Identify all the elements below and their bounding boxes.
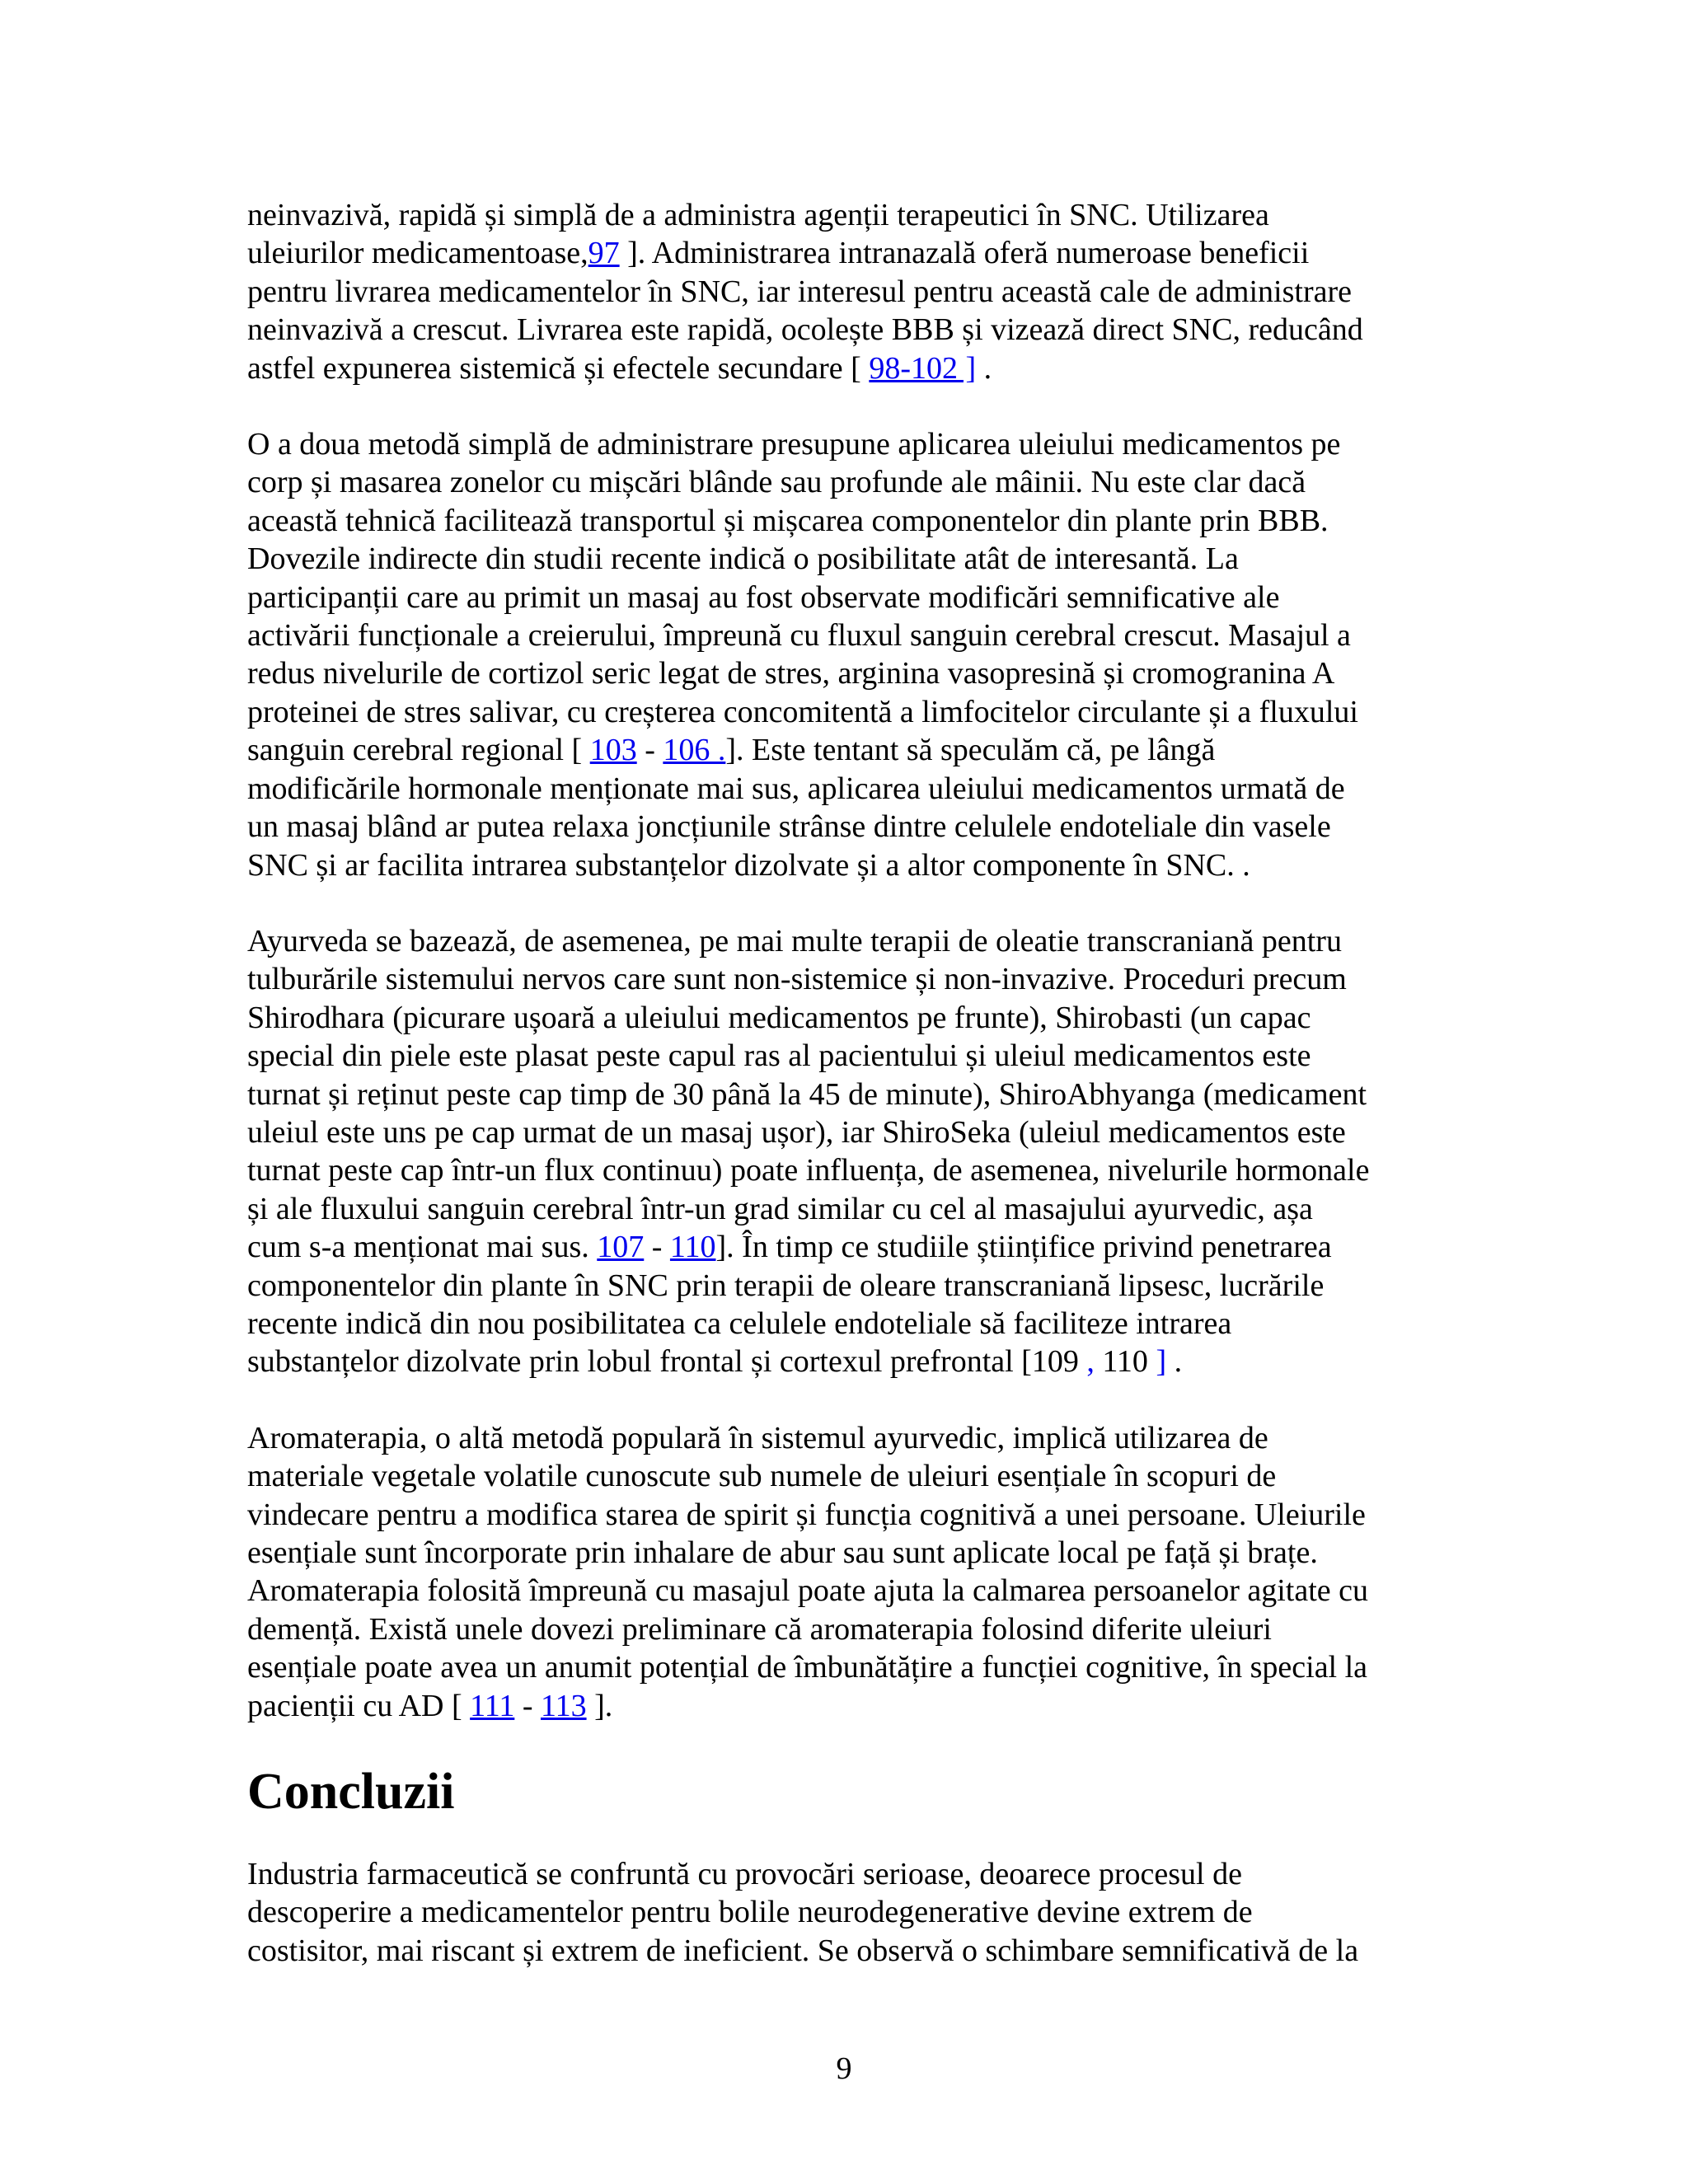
text-line: [247, 1113, 1451, 1151]
page-content: [247, 196, 1451, 2008]
text-line: [247, 1496, 1451, 1534]
text-line: [247, 693, 1451, 731]
text-segment: ].: [586, 1688, 613, 1723]
text-line: [247, 1151, 1451, 1189]
text-line: [247, 1572, 1451, 1610]
body-paragraph-2: [247, 425, 1451, 884]
text-line: [247, 1610, 1451, 1648]
page-number: 9: [836, 2051, 852, 2086]
text-line: [247, 731, 1451, 769]
text-segment: neinvazivă a crescut. Livrarea este rapidă, ocolește BBB și vizează direct SNC, reducând: [247, 312, 1363, 348]
text-segment: pentru livrarea medicamentelor în SNC, iar interesul pentru această cale de administrare: [247, 274, 1352, 309]
text-segment: demență. Există unele dovezi preliminare că aromaterapia folosind diferite uleiuri: [247, 1611, 1272, 1647]
text-segment: descoperire a medicamentelor pentru bolile neurodegenerative devine extrem de: [247, 1895, 1253, 1930]
text-line: [247, 1037, 1451, 1075]
text-line: [247, 1893, 1451, 1931]
section-heading-conclusions: Concluzii: [247, 1764, 455, 1821]
text-segment: vindecare pentru a modifica starea de spirit și funcția cognitivă a unei persoane. Uleiurile: [247, 1497, 1366, 1532]
text-line: [247, 1190, 1451, 1228]
conclusion-paragraphs: [247, 1855, 1451, 1970]
text-segment: tulburările sistemului nervos care sunt non-sistemice și non-invazive. Proceduri precum: [247, 962, 1347, 997]
text-line: [247, 1534, 1451, 1572]
text-line: [247, 311, 1451, 349]
body-paragraphs: [247, 196, 1451, 1725]
text-segment: Aromaterapia folosită împreună cu masajul poate ajuta la calmarea persoanelor agitate cu: [247, 1573, 1368, 1609]
text-line: [247, 1457, 1451, 1495]
text-line: [247, 425, 1451, 463]
text-segment: și ale fluxului sanguin cerebral într-un grad similar cu cel al masajului ayurvedic, așa: [247, 1191, 1313, 1226]
text-line: [247, 1267, 1451, 1305]
text-line: [247, 922, 1451, 960]
citation-link[interactable]: 113: [540, 1688, 587, 1723]
text-line: [247, 1648, 1451, 1686]
text-segment: .: [1166, 1344, 1183, 1380]
text-line: [247, 1305, 1451, 1343]
text-segment: cum s-a menționat mai sus.: [247, 1230, 598, 1265]
text-segment: .: [976, 350, 992, 386]
text-line: [247, 1419, 1451, 1457]
text-segment: participanții care au primit un masaj au fost observate modificări semnificative ale: [247, 579, 1280, 615]
text-segment: modificările hormonale menționate mai sus, aplicarea uleiului medicamentos urmată de: [247, 771, 1345, 806]
text-line: [247, 960, 1451, 998]
text-line: [247, 846, 1451, 884]
text-line: [247, 349, 1451, 387]
text-segment: activării funcționale a creierului, împreună cu fluxul sanguin cerebral crescut. Masajul a: [247, 618, 1351, 654]
text-line: [247, 1228, 1451, 1266]
text-segment: ]. Este tentant să speculăm că, pe lângă: [725, 733, 1216, 768]
text-segment: astfel expunerea sistemică și efectele secundare [: [247, 350, 870, 386]
text-segment: Ayurveda se bazează, de asemenea, pe mai multe terapii de oleatie transcraniană pentru: [247, 923, 1342, 958]
text-line: [247, 1932, 1451, 1970]
text-line: [247, 540, 1451, 578]
text-segment: esențiale poate avea un anumit potențial de îmbunătățire a funcției cognitive, în special la: [247, 1650, 1368, 1685]
citation-link[interactable]: 107: [597, 1230, 645, 1265]
text-line: [247, 463, 1451, 501]
text-segment: această tehnică facilitează transportul și mișcarea componentelor din plante prin BBB.: [247, 503, 1329, 538]
body-paragraph-4: [247, 1419, 1451, 1725]
text-line: [247, 770, 1451, 808]
text-segment: esențiale sunt încorporate prin inhalare de abur sau sunt aplicate local pe față și brațe.: [247, 1535, 1318, 1570]
text-segment: SNC și ar facilita intrarea substanțelor dizolvate și a altor componente în SNC. .: [247, 847, 1250, 883]
text-line: [247, 1343, 1451, 1380]
text-line: [247, 234, 1451, 272]
text-segment: ]. Administrarea intranazală oferă numeroase beneficii: [619, 236, 1310, 271]
text-segment: neinvazivă, rapidă și simplă de a administra agenții terapeutici în SNC. Utilizarea: [247, 198, 1269, 232]
text-segment: corp și masarea zonelor cu mișcări blânde sau profunde ale mâinii. Nu este clar dacă: [247, 465, 1306, 500]
text-segment: materiale vegetale volatile cunoscute sub numele de uleiuri esențiale în scopuri de: [247, 1459, 1277, 1494]
text-line: [247, 579, 1451, 616]
text-segment: ]. În timp ce studiile științifice privind penetrarea: [715, 1230, 1332, 1265]
conclusion-paragraph: [247, 1855, 1451, 1970]
text-segment: un masaj blând ar putea relaxa joncțiunile strânse dintre celulele endoteliale din vasele: [247, 809, 1331, 845]
citation-link[interactable]: 110: [669, 1230, 716, 1265]
text-segment: Dovezile indirecte din studii recente indică o posibilitate atât de interesantă. La: [247, 541, 1239, 577]
body-paragraph-1: [247, 196, 1451, 387]
body-paragraph-3: [247, 922, 1451, 1381]
text-segment: uleiul este uns pe cap urmat de un masaj ușor), iar ShiroSeka (uleiul medicamentos este: [247, 1114, 1346, 1150]
text-segment: 110: [1094, 1344, 1156, 1380]
text-line: [247, 1855, 1451, 1893]
citation-link[interactable]: ]: [1156, 1344, 1167, 1380]
text-segment: -: [636, 733, 663, 768]
text-segment: substanțelor dizolvate prin lobul frontal și cortexul prefrontal [109: [247, 1344, 1087, 1380]
text-segment: proteinei de stres salivar, cu creșterea concomitentă a limfocitelor circulante și a fluxului: [247, 694, 1358, 729]
text-segment: O a doua metodă simplă de administrare presupune aplicarea uleiului medicamentos pe: [247, 427, 1341, 462]
text-segment: uleiurilor medicamentoase,: [247, 236, 588, 271]
citation-link[interactable]: 98-102 ]: [869, 350, 977, 386]
citation-link[interactable]: 106 .: [663, 733, 726, 768]
text-segment: special din piele este plasat peste capul ras al pacientului și uleiul medicamentos este: [247, 1038, 1311, 1074]
citation-link[interactable]: ,: [1086, 1344, 1095, 1380]
text-line: [247, 999, 1451, 1037]
text-line: [247, 1687, 1451, 1725]
citation-link[interactable]: 103: [589, 733, 637, 768]
text-line: [247, 808, 1451, 846]
text-segment: Shirodhara (picurare ușoară a uleiului medicamentos pe frunte), Shirobasti (un capac: [247, 1000, 1311, 1035]
text-line: [247, 1076, 1451, 1113]
text-line: [247, 196, 1451, 234]
text-segment: sanguin cerebral regional [: [247, 733, 590, 768]
text-segment: recente indică din nou posibilitatea ca celulele endoteliale să faciliteze intrarea: [247, 1305, 1232, 1341]
citation-link[interactable]: 97: [588, 236, 620, 271]
text-segment: redus nivelurile de cortizol seric legat de stres, arginina vasopresină și cromogranina A: [247, 656, 1335, 691]
text-segment: Industria farmaceutică se confruntă cu provocări serioase, deoarece procesul de: [247, 1857, 1242, 1892]
text-segment: Aromaterapia, o altă metodă populară în sistemul ayurvedic, implică utilizarea de: [247, 1420, 1268, 1455]
text-segment: turnat și reținut peste cap timp de 30 până la 45 de minute), ShiroAbhyanga (medicament: [247, 1076, 1367, 1112]
text-line: [247, 502, 1451, 540]
text-line: [247, 616, 1451, 654]
text-line: [247, 654, 1451, 692]
text-segment: componentelor din plante în SNC prin terapii de oleare transcraniană lipsesc, lucrările: [247, 1268, 1325, 1303]
citation-link[interactable]: 111: [470, 1688, 515, 1723]
text-segment: pacienții cu AD [: [247, 1688, 471, 1723]
text-segment: costisitor, mai riscant și extrem de ineficient. Se observă o schimbare semnificativă de la: [247, 1933, 1359, 1968]
text-segment: -: [644, 1230, 670, 1265]
text-segment: -: [514, 1688, 541, 1723]
text-line: [247, 273, 1451, 311]
text-segment: turnat peste cap într-un flux continuu) poate influența, de asemenea, nivelurile hormonale: [247, 1153, 1370, 1188]
